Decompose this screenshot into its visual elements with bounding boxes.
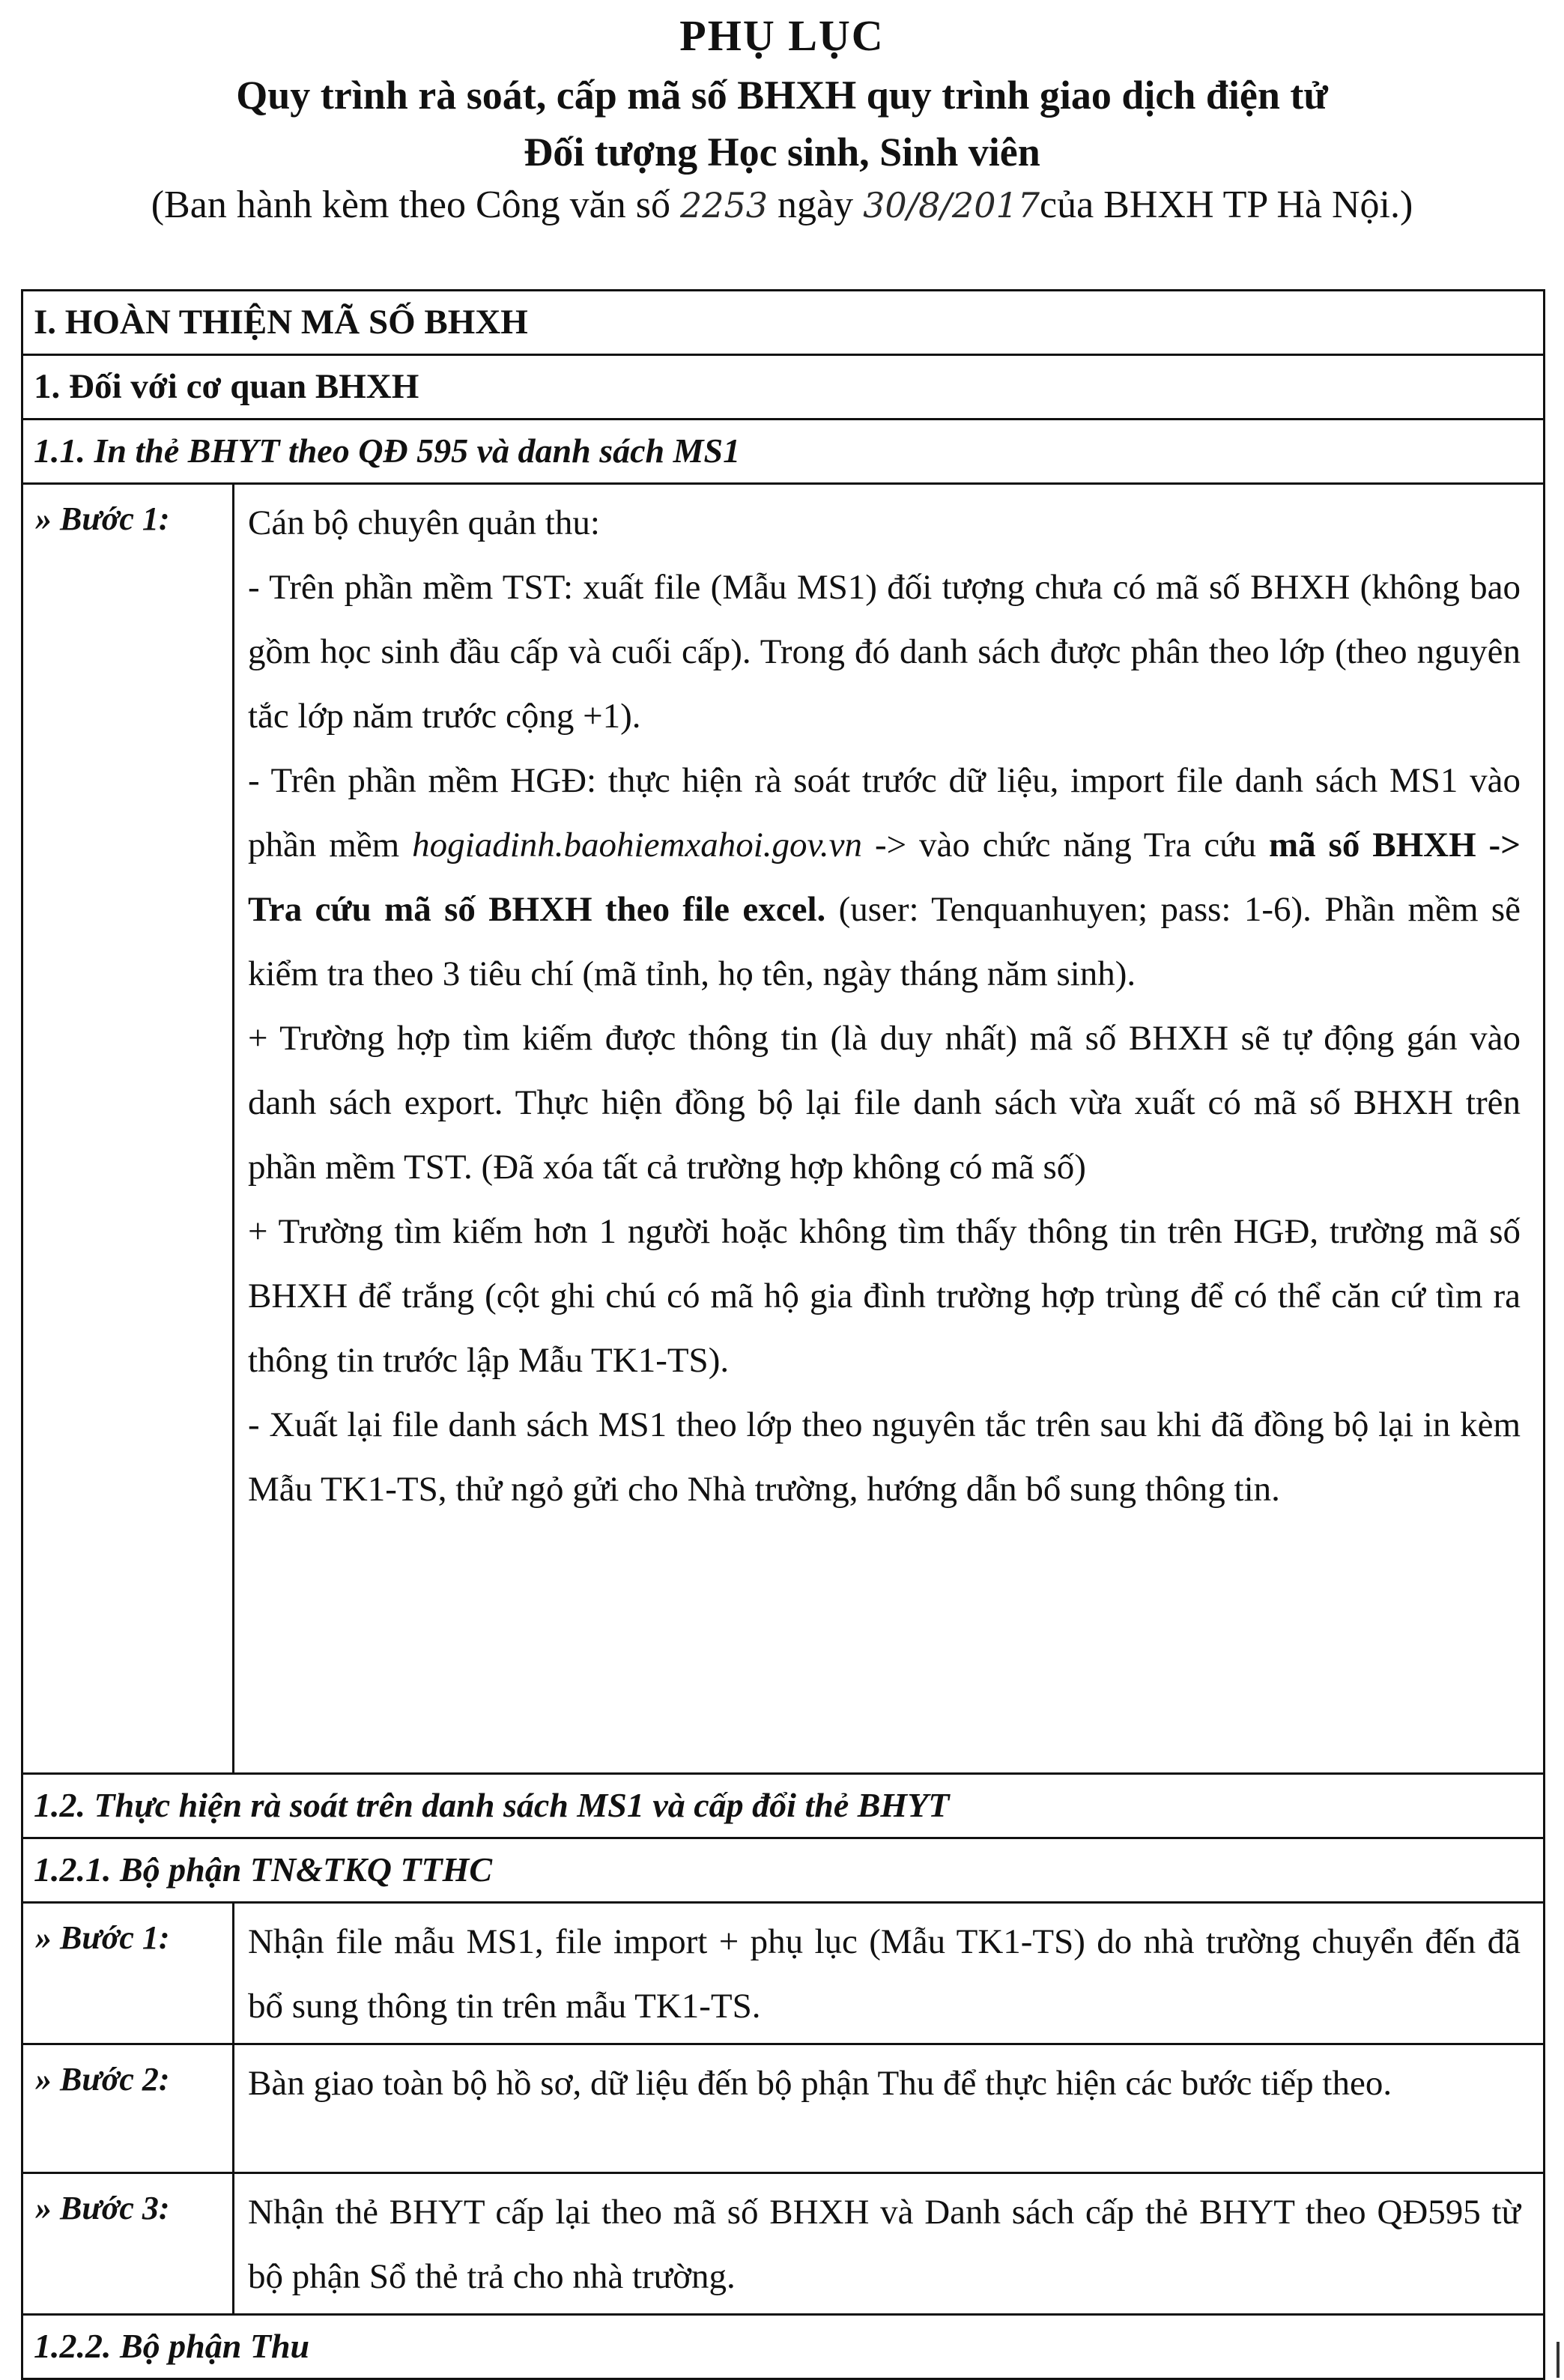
table-row — [22, 2044, 1545, 2173]
step-label: » Bước 1: — [22, 1903, 234, 2044]
subsection-1-2-heading: 1.2. Thực hiện rà soát trên danh sách MS1 và cấp đổi thẻ BHYT — [22, 1774, 1545, 1838]
handwritten-doc-number: 2253 — [679, 185, 769, 225]
scan-edge-mark — [1557, 2342, 1560, 2378]
table-row — [22, 1838, 1545, 1903]
step-content: Nhận thẻ BHYT cấp lại theo mã số BHXH và Danh sách cấp thẻ BHYT theo QĐ595 từ bộ phận Sổ thẻ trả cho nhà trường. — [234, 2173, 1545, 2315]
step-content: Nhận file mẫu MS1, file import + phụ lục (Mẫu TK1-TS) do nhà trường chuyển đến đã bổ sung thông tin trên mẫu TK1-TS. — [234, 1903, 1545, 2044]
handwritten-doc-date: 30/8/2017 — [863, 185, 1040, 225]
paragraph: + Trường tìm kiếm hơn 1 người hoặc không tìm thấy thông tin trên HGĐ, trường mã số BHXH để trắng (cột ghi chú có mã hộ gia đình trường hợp trùng để có thể căn cứ tìm ra thông tin trước lập Mẫu TK1-TS). — [248, 1212, 1521, 1380]
paragraph — [248, 748, 1521, 1006]
table-row — [22, 2173, 1545, 2315]
table-row — [22, 484, 1545, 1774]
website-url: hogiadinh.baohiemxahoi.gov.vn — [412, 826, 863, 865]
step-label: » Bước 1: — [22, 484, 234, 1774]
document-subtitle: Quy trình rà soát, cấp mã số BHXH quy trình giao dịch điện tử — [236, 73, 1328, 118]
table-row — [22, 2315, 1545, 2379]
step-label: » Bước 3: — [22, 2173, 234, 2315]
section-heading: I. HOÀN THIỆN MÃ SỐ BHXH — [22, 291, 1545, 355]
target-group-title: Đối tượng Học sinh, Sinh viên — [524, 130, 1040, 175]
subsection-heading: 1. Đối với cơ quan BHXH — [22, 355, 1545, 420]
paragraph: + Trường hợp tìm kiếm được thông tin (là duy nhất) mã số BHXH sẽ tự động gán vào danh sách export. Thực hiện đồng bộ lại file danh sách vừa xuất có mã số BHXH trên phần mềm TST. (Đã xóa tất cả trường hợp không có mã số) — [248, 1019, 1521, 1187]
issued-middle: ngày — [768, 184, 864, 226]
step-content — [234, 484, 1545, 1774]
subsection-1-2-2-heading: 1.2.2. Bộ phận Thu — [22, 2315, 1545, 2379]
table-row — [22, 1903, 1545, 2044]
step-content: Bàn giao toàn bộ hồ sơ, dữ liệu đến bộ phận Thu để thực hiện các bước tiếp theo. — [234, 2044, 1545, 2173]
issued-note — [0, 183, 1564, 227]
table-row — [22, 1774, 1545, 1838]
issued-suffix: của BHXH TP Hà Nội.) — [1040, 184, 1413, 226]
subsection-1-1-heading: 1.1. In thẻ BHYT theo QĐ 595 và danh sách MS1 — [22, 420, 1545, 484]
subsection-1-2-1-heading: 1.2.1. Bộ phận TN&TKQ TTHC — [22, 1838, 1545, 1903]
paragraph: - Trên phần mềm TST: xuất file (Mẫu MS1) đối tượng chưa có mã số BHXH (không bao gồm học sinh đầu cấp và cuối cấp). Trong đó danh sách được phân theo lớp (theo nguyên tắc lớp năm trước cộng +1). — [248, 568, 1521, 736]
paragraph: Cán bộ chuyên quản thu: — [248, 503, 600, 542]
menu-path: mã số BHXH -> Tra cứu mã số BHXH theo file excel. — [248, 826, 1521, 929]
page-title: PHỤ LỤC — [679, 11, 885, 60]
paragraph: - Xuất lại file danh sách MS1 theo lớp theo nguyên tắc trên sau khi đã đồng bộ lại in kèm Mẫu TK1-TS, thử ngỏ gửi cho Nhà trường, hướng dẫn bổ sung thông tin. — [248, 1405, 1521, 1509]
issued-prefix: (Ban hành kèm theo Công văn số — [151, 184, 680, 226]
table-row — [22, 291, 1545, 355]
text-run: - Trên phần mềm HGĐ: thực hiện rà soát trước dữ liệu, import file danh sách MS1 vào phần mềm — [248, 761, 1521, 865]
table-row — [22, 355, 1545, 420]
step-label: » Bước 2: — [22, 2044, 234, 2173]
table-row — [22, 420, 1545, 484]
text-run: (user: Tenquanhuyen; pass: 1-6). Phần mềm sẽ kiểm tra theo 3 tiêu chí (mã tỉnh, họ tên, ngày tháng năm sinh). — [248, 890, 1521, 993]
procedure-table — [21, 289, 1545, 2380]
text-run: -> vào chức năng Tra cứu — [862, 826, 1269, 865]
